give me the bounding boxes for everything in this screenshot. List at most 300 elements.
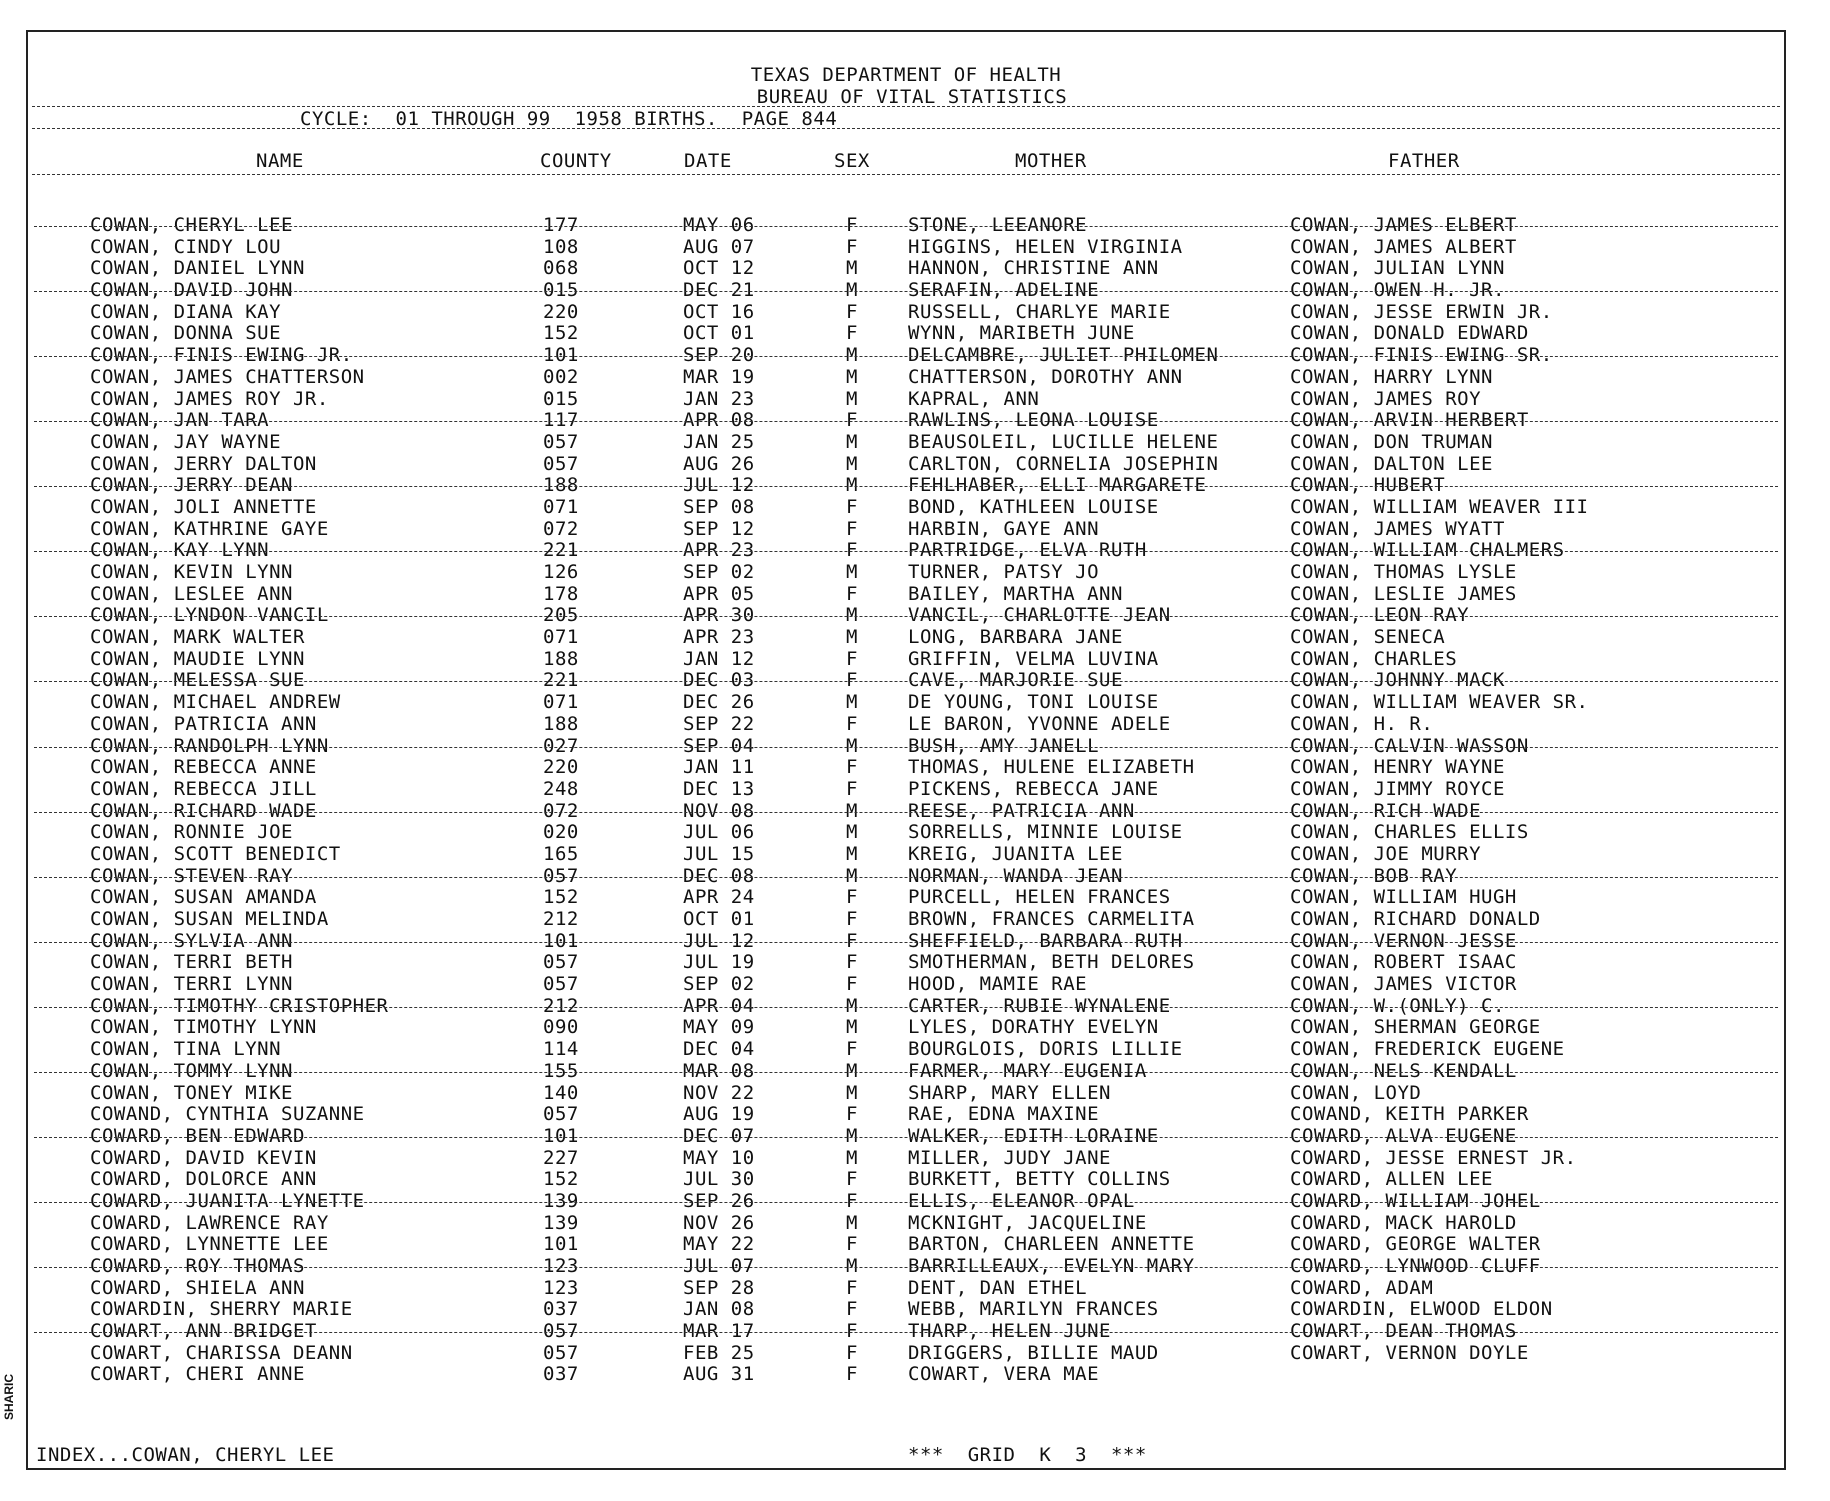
record-sex: F xyxy=(846,1103,858,1126)
record-name: COWARD, LAWRENCE RAY xyxy=(90,1211,329,1234)
record-sex: F xyxy=(846,1189,858,1212)
record-county: 205 xyxy=(543,604,579,627)
record-county: 068 xyxy=(543,257,579,280)
record-mother: ELLIS, ELEANOR OPAL xyxy=(908,1189,1135,1212)
record-name: COWAN, JERRY DALTON xyxy=(90,452,317,475)
record-name: COWAN, PATRICIA ANN xyxy=(90,712,317,735)
record-date: JUL 15 xyxy=(683,842,755,865)
record-row xyxy=(28,800,1784,822)
record-date: SEP 28 xyxy=(683,1276,755,1299)
record-name: COWAN, TINA LYNN xyxy=(90,1038,282,1061)
record-father: COWAN, HUBERT xyxy=(1290,474,1446,497)
record-sex: M xyxy=(846,279,858,302)
record-date: MAR 19 xyxy=(683,365,755,388)
record-date: JUL 19 xyxy=(683,951,755,974)
record-father: COWAN, CHARLES xyxy=(1290,647,1458,670)
record-sex: F xyxy=(846,409,858,432)
record-county: 072 xyxy=(543,799,579,822)
record-row xyxy=(28,1320,1784,1342)
record-county: 108 xyxy=(543,235,579,258)
record-row xyxy=(28,322,1784,344)
record-row xyxy=(28,518,1784,540)
record-mother: DENT, DAN ETHEL xyxy=(908,1276,1088,1299)
record-county: 101 xyxy=(543,929,579,952)
record-name: COWAN, LESLEE ANN xyxy=(90,582,293,605)
column-header-county: COUNTY xyxy=(540,150,612,172)
record-row xyxy=(28,756,1784,778)
record-sex: M xyxy=(846,604,858,627)
record-father: COWAN, JESSE ERWIN JR. xyxy=(1290,300,1553,323)
record-date: AUG 26 xyxy=(683,452,755,475)
record-father: COWAN, WILLIAM WEAVER III xyxy=(1290,495,1589,518)
record-county: 221 xyxy=(543,669,579,692)
record-name: COWAN, SCOTT BENEDICT xyxy=(90,842,341,865)
record-county: 152 xyxy=(543,886,579,909)
record-sex: M xyxy=(846,1081,858,1104)
record-mother: BURKETT, BETTY COLLINS xyxy=(908,1168,1171,1191)
record-mother: KREIG, JUANITA LEE xyxy=(908,842,1123,865)
record-row xyxy=(28,930,1784,952)
record-father: COWAN, DONALD EDWARD xyxy=(1290,322,1529,345)
record-mother: SHEFFIELD, BARBARA RUTH xyxy=(908,929,1183,952)
record-row xyxy=(28,453,1784,475)
record-mother: DE YOUNG, TONI LOUISE xyxy=(908,691,1159,714)
record-date: MAY 10 xyxy=(683,1146,755,1169)
record-date: DEC 13 xyxy=(683,777,755,800)
record-name: COWAN, TERRI BETH xyxy=(90,951,293,974)
record-county: 071 xyxy=(543,691,579,714)
record-name: COWAN, TOMMY LYNN xyxy=(90,1059,293,1082)
record-sex: M xyxy=(846,452,858,475)
record-sex: M xyxy=(846,842,858,865)
record-mother: BARRILLEAUX, EVELYN MARY xyxy=(908,1255,1195,1277)
record-county: 177 xyxy=(543,214,579,236)
record-sex: F xyxy=(846,756,858,779)
record-county: 071 xyxy=(543,626,579,649)
record-sex: F xyxy=(846,517,858,540)
record-county: 188 xyxy=(543,474,579,497)
record-row xyxy=(28,1168,1784,1190)
record-sex: F xyxy=(846,886,858,909)
record-county: 037 xyxy=(543,1363,579,1386)
record-sex: M xyxy=(846,1016,858,1039)
record-row xyxy=(28,474,1784,496)
record-county: 212 xyxy=(543,908,579,930)
record-county: 037 xyxy=(543,1298,579,1321)
record-name: COWAN, TIMOTHY LYNN xyxy=(90,1016,317,1039)
record-date: DEC 07 xyxy=(683,1124,755,1147)
record-sex: F xyxy=(846,973,858,996)
record-mother: RAE, EDNA MAXINE xyxy=(908,1103,1100,1126)
record-father: COWAN, W.(ONLY) C. xyxy=(1290,994,1505,1017)
record-county: 248 xyxy=(543,777,579,800)
record-sex: F xyxy=(846,495,858,518)
record-row xyxy=(28,1082,1784,1104)
record-county: 123 xyxy=(543,1276,579,1299)
record-row xyxy=(28,1016,1784,1038)
record-row xyxy=(28,214,1784,236)
record-row xyxy=(28,908,1784,930)
record-county: 057 xyxy=(543,430,579,453)
record-date: SEP 22 xyxy=(683,712,755,735)
record-father: COWAN, WILLIAM WEAVER SR. xyxy=(1290,691,1589,714)
record-sex: M xyxy=(846,1146,858,1169)
record-name: COWAN, JAMES CHATTERSON xyxy=(90,365,365,388)
record-county: 101 xyxy=(543,1124,579,1147)
record-sex: F xyxy=(846,929,858,952)
record-sex: F xyxy=(846,647,858,670)
record-name: COWAN, SYLVIA ANN xyxy=(90,929,293,952)
record-sex: F xyxy=(846,1276,858,1299)
record-county: 101 xyxy=(543,344,579,367)
record-father: COWAN, JOHNNY MACK xyxy=(1290,669,1505,692)
record-name: COWAN, JERRY DEAN xyxy=(90,474,293,497)
record-mother: BOURGLOIS, DORIS LILLIE xyxy=(908,1038,1183,1061)
record-name: COWAN, DIANA KAY xyxy=(90,300,282,323)
record-father: COWAN, CHARLES ELLIS xyxy=(1290,821,1529,844)
column-header-name: NAME xyxy=(256,150,304,172)
record-sex: M xyxy=(846,799,858,822)
record-father: COWAN, JAMES VICTOR xyxy=(1290,973,1517,996)
microfiche-page xyxy=(26,30,1786,1470)
record-father: COWARD, ALVA EUGENE xyxy=(1290,1124,1517,1147)
record-sex: F xyxy=(846,951,858,974)
record-sex: M xyxy=(846,626,858,649)
record-mother: PURCELL, HELEN FRANCES xyxy=(908,886,1171,909)
record-father: COWAN, THOMAS LYSLE xyxy=(1290,561,1517,583)
record-county: 152 xyxy=(543,1168,579,1191)
record-father: COWAN, CALVIN WASSON xyxy=(1290,734,1529,757)
record-father: COWARD, LYNWOOD CLUFF xyxy=(1290,1255,1541,1277)
record-mother: SERAFIN, ADELINE xyxy=(908,279,1100,302)
record-sex: M xyxy=(846,864,858,887)
record-date: DEC 21 xyxy=(683,279,755,302)
record-row xyxy=(28,713,1784,735)
cycle-line: CYCLE: 01 THROUGH 99 1958 BIRTHS. PAGE 844 xyxy=(300,108,838,130)
record-row xyxy=(28,236,1784,258)
record-county: 057 xyxy=(543,1341,579,1364)
record-sex: F xyxy=(846,214,858,236)
record-date: MAY 09 xyxy=(683,1016,755,1039)
record-father: COWAN, WILLIAM HUGH xyxy=(1290,886,1517,909)
record-row xyxy=(28,626,1784,648)
record-sex: F xyxy=(846,300,858,323)
header-rule xyxy=(32,128,1780,129)
record-sex: F xyxy=(846,322,858,345)
record-date: JUL 07 xyxy=(683,1255,755,1277)
record-father: COWARD, GEORGE WALTER xyxy=(1290,1233,1541,1256)
record-mother: THOMAS, HULENE ELIZABETH xyxy=(908,756,1195,779)
record-row xyxy=(28,1298,1784,1320)
record-name: COWAN, MAUDIE LYNN xyxy=(90,647,305,670)
record-row xyxy=(28,1190,1784,1212)
record-name: COWAN, TIMOTHY CRISTOPHER xyxy=(90,994,389,1017)
record-county: 090 xyxy=(543,1016,579,1039)
record-name: COWAN, FINIS EWING JR. xyxy=(90,344,353,367)
record-father: COWAN, OWEN H. JR. xyxy=(1290,279,1505,302)
record-county: 057 xyxy=(543,1103,579,1126)
record-date: AUG 31 xyxy=(683,1363,755,1386)
record-father: COWART, DEAN THOMAS xyxy=(1290,1320,1517,1343)
record-date: OCT 16 xyxy=(683,300,755,323)
record-father: COWAN, JAMES ROY xyxy=(1290,387,1482,410)
record-date: NOV 26 xyxy=(683,1211,755,1234)
record-county: 220 xyxy=(543,300,579,323)
record-county: 165 xyxy=(543,842,579,865)
record-county: 220 xyxy=(543,756,579,779)
record-name: COWARD, SHIELA ANN xyxy=(90,1276,305,1299)
record-mother: HARBIN, GAYE ANN xyxy=(908,517,1100,540)
record-mother: BOND, KATHLEEN LOUISE xyxy=(908,495,1159,518)
record-mother: BUSH, AMY JANELL xyxy=(908,734,1100,757)
record-county: 071 xyxy=(543,495,579,518)
record-date: MAY 06 xyxy=(683,214,755,236)
record-sex: M xyxy=(846,430,858,453)
record-county: 139 xyxy=(543,1211,579,1234)
record-sex: M xyxy=(846,734,858,757)
record-name: COWAN, SUSAN MELINDA xyxy=(90,908,329,930)
record-father: COWARD, ALLEN LEE xyxy=(1290,1168,1493,1191)
record-name: COWAN, REBECCA ANNE xyxy=(90,756,317,779)
record-county: 072 xyxy=(543,517,579,540)
record-row xyxy=(28,669,1784,691)
record-county: 114 xyxy=(543,1038,579,1061)
grid-footer: *** GRID K 3 *** xyxy=(908,1444,1147,1466)
record-row xyxy=(28,539,1784,561)
record-mother: COWART, VERA MAE xyxy=(908,1363,1100,1386)
record-row xyxy=(28,1060,1784,1082)
record-date: NOV 08 xyxy=(683,799,755,822)
record-row xyxy=(28,886,1784,908)
record-sex: M xyxy=(846,1255,858,1277)
record-county: 117 xyxy=(543,409,579,432)
record-mother: HANNON, CHRISTINE ANN xyxy=(908,257,1159,280)
record-row xyxy=(28,301,1784,323)
record-name: COWAN, KAY LYNN xyxy=(90,539,270,562)
record-county: 188 xyxy=(543,647,579,670)
record-sex: M xyxy=(846,1124,858,1147)
record-father: COWAN, ARVIN HERBERT xyxy=(1290,409,1529,432)
record-mother: REESE, PATRICIA ANN xyxy=(908,799,1135,822)
record-row xyxy=(28,1363,1784,1385)
record-row xyxy=(28,1277,1784,1299)
record-date: APR 23 xyxy=(683,539,755,562)
record-row xyxy=(28,1125,1784,1147)
record-father: COWAN, LEON RAY xyxy=(1290,604,1470,627)
record-date: SEP 08 xyxy=(683,495,755,518)
record-date: JAN 12 xyxy=(683,647,755,670)
record-mother: WEBB, MARILYN FRANCES xyxy=(908,1298,1159,1321)
record-county: 178 xyxy=(543,582,579,605)
record-mother: GRIFFIN, VELMA LUVINA xyxy=(908,647,1159,670)
record-father: COWARD, WILLIAM JOHEL xyxy=(1290,1189,1541,1212)
record-name: COWART, CHERI ANNE xyxy=(90,1363,305,1386)
record-sex: F xyxy=(846,908,858,930)
record-mother: SMOTHERMAN, BETH DELORES xyxy=(908,951,1195,974)
record-sex: F xyxy=(846,1320,858,1343)
record-row xyxy=(28,973,1784,995)
record-father: COWART, VERNON DOYLE xyxy=(1290,1341,1529,1364)
record-sex: F xyxy=(846,1233,858,1256)
record-row xyxy=(28,366,1784,388)
record-father: COWAN, HARRY LYNN xyxy=(1290,365,1493,388)
column-header-date: DATE xyxy=(684,150,732,172)
record-name: COWART, ANN BRIDGET xyxy=(90,1320,317,1343)
record-date: JAN 23 xyxy=(683,387,755,410)
record-sex: F xyxy=(846,1341,858,1364)
record-date: MAR 08 xyxy=(683,1059,755,1082)
record-mother: FARMER, MARY EUGENIA xyxy=(908,1059,1147,1082)
record-sex: M xyxy=(846,1059,858,1082)
record-name: COWARDIN, SHERRY MARIE xyxy=(90,1298,353,1321)
record-mother: LONG, BARBARA JANE xyxy=(908,626,1123,649)
record-name: COWAN, RICHARD WADE xyxy=(90,799,317,822)
record-father: COWAN, JIMMY ROYCE xyxy=(1290,777,1505,800)
record-date: JUL 12 xyxy=(683,474,755,497)
record-county: 212 xyxy=(543,994,579,1017)
record-date: SEP 02 xyxy=(683,973,755,996)
record-mother: BROWN, FRANCES CARMELITA xyxy=(908,908,1195,930)
record-father: COWAN, JOE MURRY xyxy=(1290,842,1482,865)
record-father: COWAN, JULIAN LYNN xyxy=(1290,257,1505,280)
record-mother: NORMAN, WANDA JEAN xyxy=(908,864,1123,887)
record-county: 057 xyxy=(543,452,579,475)
record-date: JUL 30 xyxy=(683,1168,755,1191)
record-mother: FEHLHABER, ELLI MARGARETE xyxy=(908,474,1207,497)
record-sex: M xyxy=(846,257,858,280)
record-name: COWAN, MELESSA SUE xyxy=(90,669,305,692)
record-father: COWARDIN, ELWOOD ELDON xyxy=(1290,1298,1553,1321)
record-mother: LYLES, DORATHY EVELYN xyxy=(908,1016,1159,1039)
record-sex: M xyxy=(846,474,858,497)
column-header-father: FATHER xyxy=(1388,150,1460,172)
record-mother: THARP, HELEN JUNE xyxy=(908,1320,1111,1343)
record-row xyxy=(28,388,1784,410)
record-name: COWAN, TONEY MIKE xyxy=(90,1081,293,1104)
record-father: COWAN, DALTON LEE xyxy=(1290,452,1493,475)
record-mother: DRIGGERS, BILLIE MAUD xyxy=(908,1341,1159,1364)
record-date: AUG 07 xyxy=(683,235,755,258)
record-row xyxy=(28,496,1784,518)
record-county: 140 xyxy=(543,1081,579,1104)
record-date: APR 08 xyxy=(683,409,755,432)
record-date: OCT 01 xyxy=(683,908,755,930)
record-row xyxy=(28,1103,1784,1125)
record-father: COWAN, NELS KENDALL xyxy=(1290,1059,1517,1082)
record-name: COWAN, REBECCA JILL xyxy=(90,777,317,800)
record-sex: F xyxy=(846,1363,858,1386)
record-father: COWAN, JAMES ALBERT xyxy=(1290,235,1517,258)
record-date: SEP 12 xyxy=(683,517,755,540)
record-father: COWAN, FREDERICK EUGENE xyxy=(1290,1038,1565,1061)
record-name: COWAN, MICHAEL ANDREW xyxy=(90,691,341,714)
record-father: COWAN, JAMES ELBERT xyxy=(1290,214,1517,236)
record-sex: M xyxy=(846,994,858,1017)
column-header-rule xyxy=(32,174,1780,175)
record-row xyxy=(28,1233,1784,1255)
record-row xyxy=(28,1342,1784,1364)
record-date: AUG 19 xyxy=(683,1103,755,1126)
record-sex: F xyxy=(846,1298,858,1321)
record-name: COWAN, DONNA SUE xyxy=(90,322,282,345)
record-name: COWARD, ROY THOMAS xyxy=(90,1255,305,1277)
header-rule xyxy=(32,106,1780,107)
record-name: COWAN, JOLI ANNETTE xyxy=(90,495,317,518)
record-name: COWARD, DOLORCE ANN xyxy=(90,1168,317,1191)
record-county: 126 xyxy=(543,561,579,583)
agency-title: TEXAS DEPARTMENT OF HEALTH xyxy=(750,64,1062,86)
record-row xyxy=(28,1147,1784,1169)
record-county: 057 xyxy=(543,973,579,996)
record-row xyxy=(28,735,1784,757)
record-name: COWAN, JAY WAYNE xyxy=(90,430,282,453)
record-mother: RUSSELL, CHARLYE MARIE xyxy=(908,300,1171,323)
record-mother: STONE, LEEANORE xyxy=(908,214,1088,236)
record-mother: HOOD, MAMIE RAE xyxy=(908,973,1088,996)
column-header-sex: SEX xyxy=(834,150,870,172)
side-label: SHARIC xyxy=(2,1373,16,1420)
record-row xyxy=(28,257,1784,279)
record-mother: CAVE, MARJORIE SUE xyxy=(908,669,1123,692)
record-father: COWAN, BOB RAY xyxy=(1290,864,1458,887)
record-father: COWAN, SENECA xyxy=(1290,626,1446,649)
record-sex: M xyxy=(846,561,858,583)
index-footer: INDEX...COWAN, CHERYL LEE xyxy=(36,1444,335,1466)
record-county: 101 xyxy=(543,1233,579,1256)
record-father: COWAN, RICHARD DONALD xyxy=(1290,908,1541,930)
record-date: APR 24 xyxy=(683,886,755,909)
record-county: 015 xyxy=(543,387,579,410)
record-date: SEP 26 xyxy=(683,1189,755,1212)
record-mother: BARTON, CHARLEEN ANNETTE xyxy=(908,1233,1195,1256)
record-mother: BAILEY, MARTHA ANN xyxy=(908,582,1123,605)
record-county: 227 xyxy=(543,1146,579,1169)
record-name: COWAN, TERRI LYNN xyxy=(90,973,293,996)
record-name: COWAN, STEVEN RAY xyxy=(90,864,293,887)
record-date: DEC 04 xyxy=(683,1038,755,1061)
record-row xyxy=(28,1038,1784,1060)
record-row xyxy=(28,951,1784,973)
record-county: 057 xyxy=(543,951,579,974)
record-county: 020 xyxy=(543,821,579,844)
record-sex: M xyxy=(846,387,858,410)
record-date: FEB 25 xyxy=(683,1341,755,1364)
record-row xyxy=(28,1212,1784,1234)
record-name: COWARD, BEN EDWARD xyxy=(90,1124,305,1147)
record-date: MAR 17 xyxy=(683,1320,755,1343)
record-name: COWAN, DAVID JOHN xyxy=(90,279,293,302)
record-name: COWAN, KATHRINE GAYE xyxy=(90,517,329,540)
record-name: COWAN, JAN TARA xyxy=(90,409,270,432)
record-row xyxy=(28,648,1784,670)
record-row xyxy=(28,409,1784,431)
record-county: 155 xyxy=(543,1059,579,1082)
record-father: COWAN, JAMES WYATT xyxy=(1290,517,1505,540)
record-date: APR 30 xyxy=(683,604,755,627)
record-date: DEC 26 xyxy=(683,691,755,714)
record-mother: DELCAMBRE, JULIET PHILOMEN xyxy=(908,344,1219,367)
record-name: COWART, CHARISSA DEANN xyxy=(90,1341,353,1364)
record-county: 221 xyxy=(543,539,579,562)
record-father: COWARD, MACK HAROLD xyxy=(1290,1211,1517,1234)
record-date: APR 05 xyxy=(683,582,755,605)
record-father: COWARD, JESSE ERNEST JR. xyxy=(1290,1146,1577,1169)
record-sex: F xyxy=(846,1038,858,1061)
record-county: 123 xyxy=(543,1255,579,1277)
record-date: SEP 20 xyxy=(683,344,755,367)
record-mother: HIGGINS, HELEN VIRGINIA xyxy=(908,235,1183,258)
record-name: COWAN, MARK WALTER xyxy=(90,626,305,649)
